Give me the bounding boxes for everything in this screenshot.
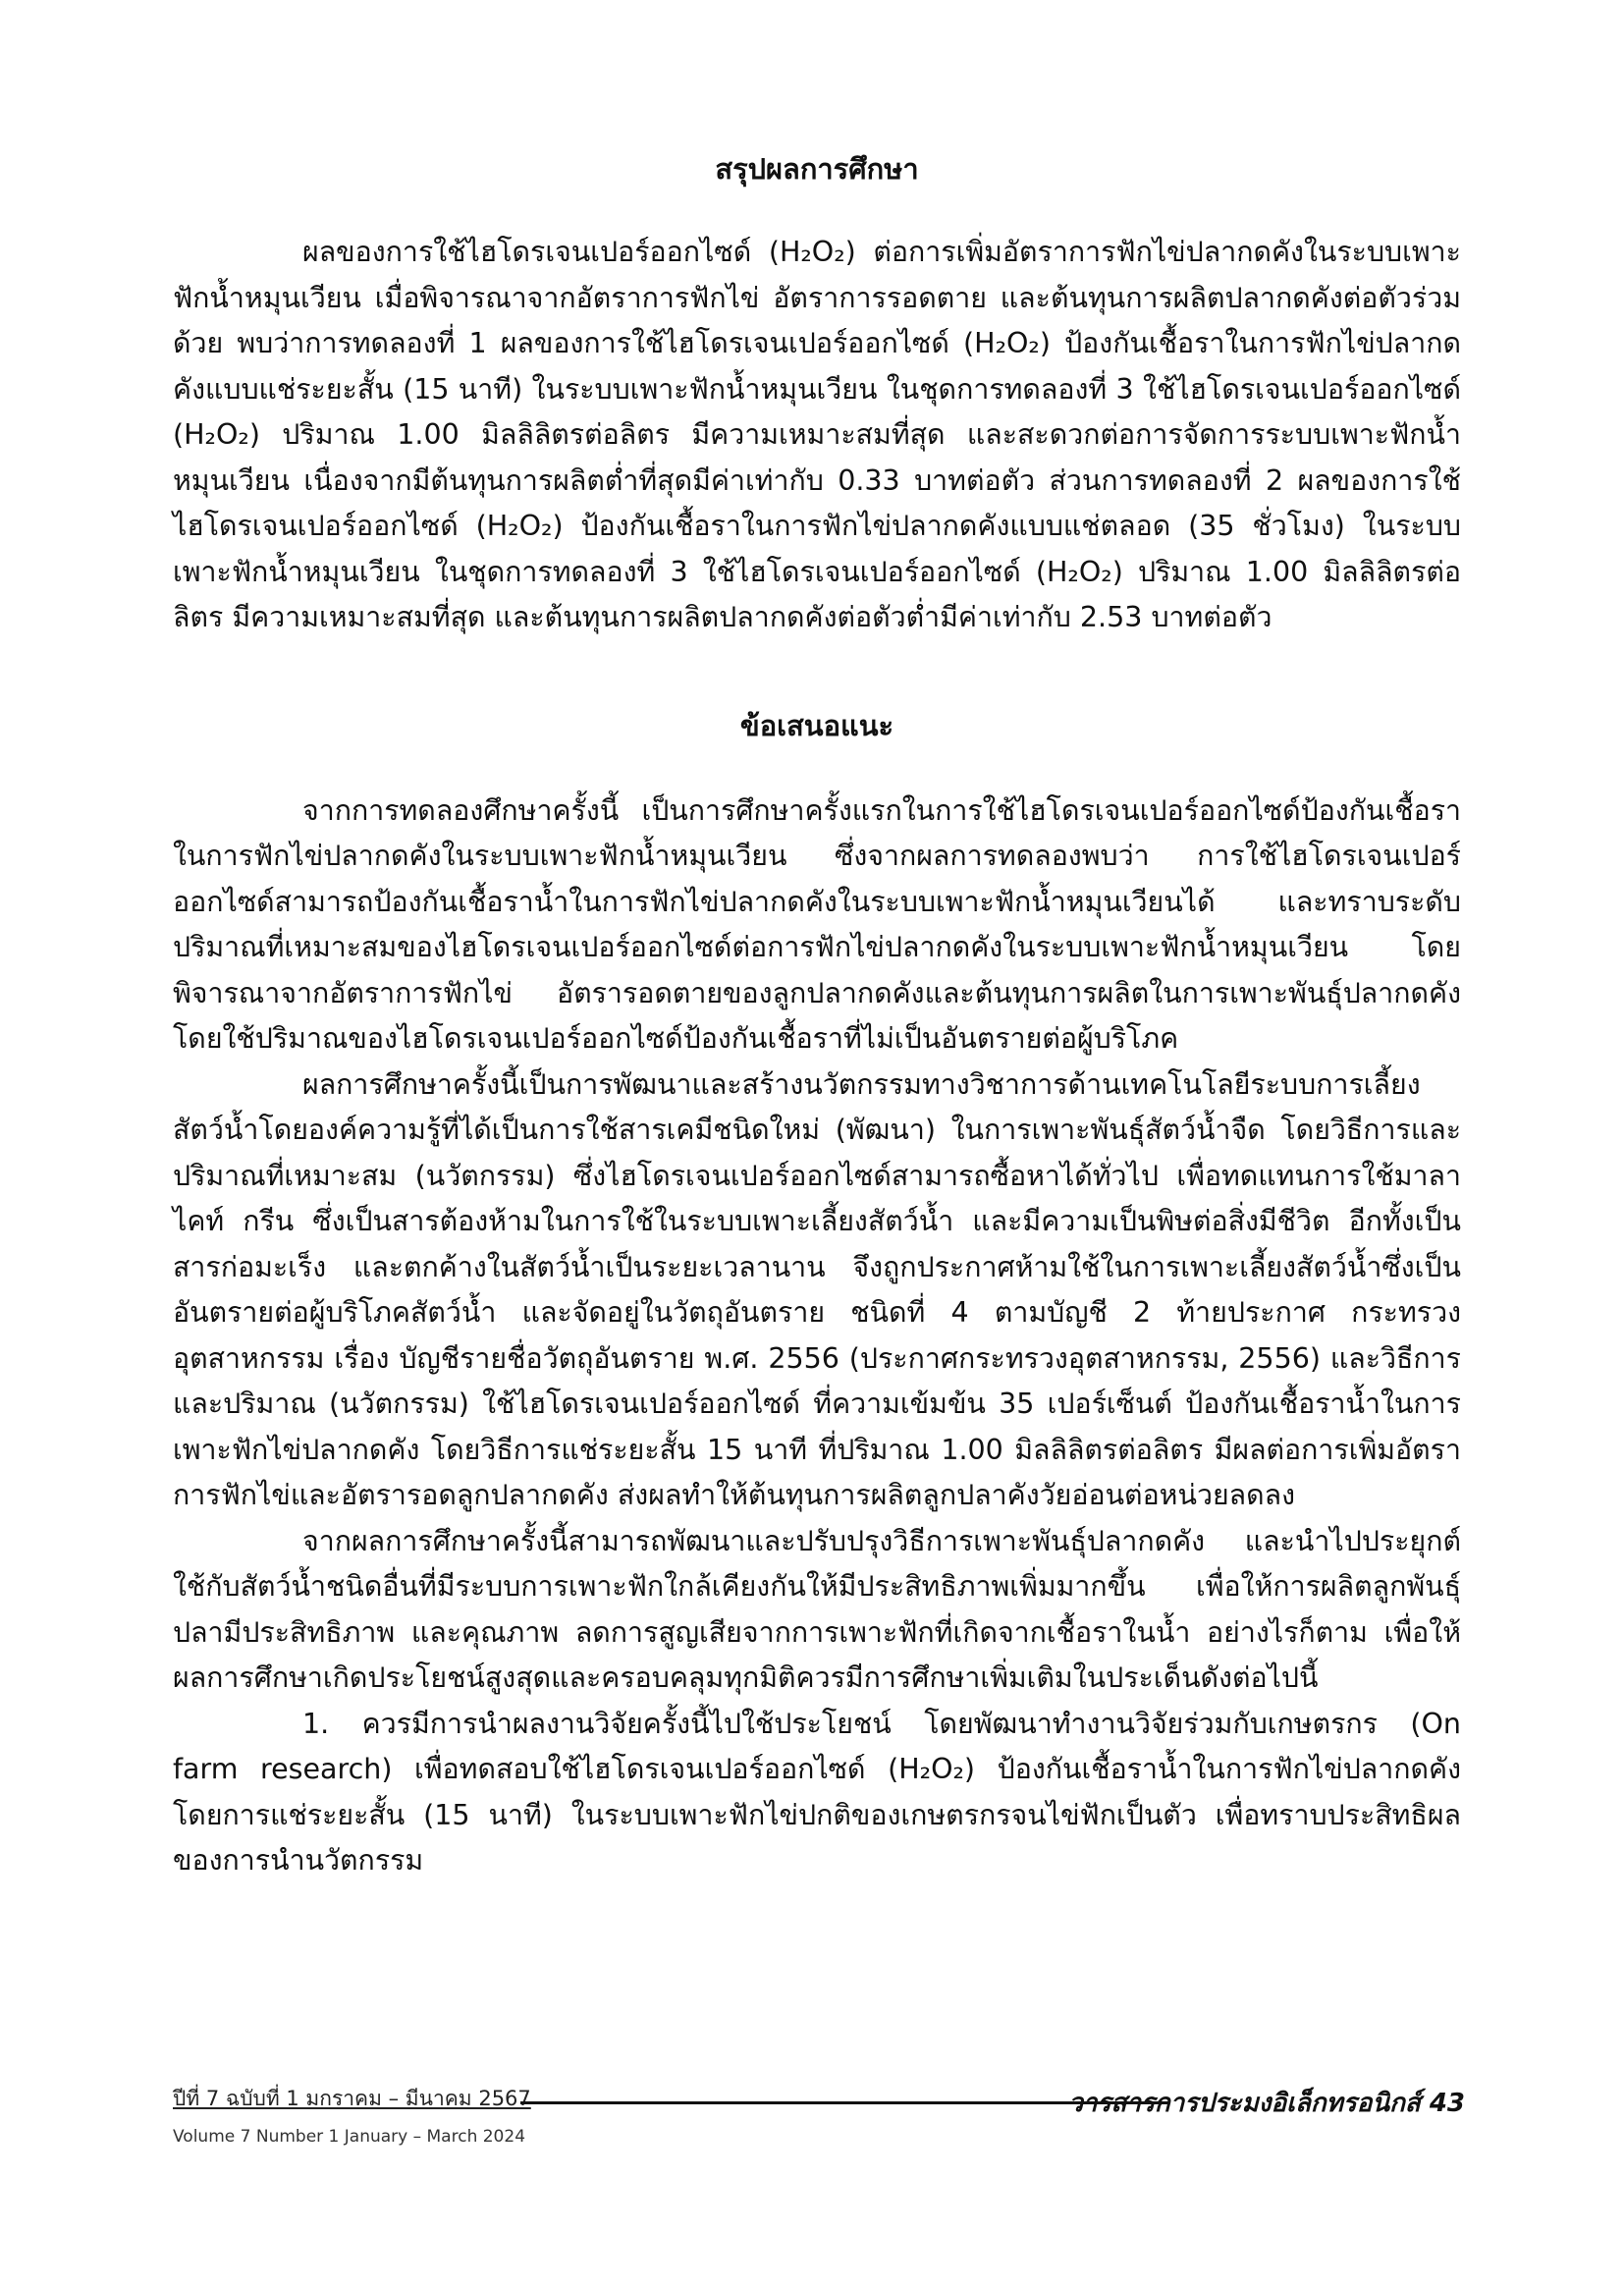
footer-issue-thai: ปีที่ 7 ฉบับที่ 1 มกราคม – มีนาคม 2567 — [173, 2087, 531, 2110]
recommendation-item-1: 1. ควรมีการนำผลงานวิจัยครั้งนี้ไปใช้ประโยชน์ โดยพัฒนาทำงานวิจัยร่วมกับเกษตรกร (On farm research) เพื่อทดสอบใช้ไฮโดรเจนเปอร์ออกไซด์ (H₂O₂) ป้องกันเชื้อราน้ำในการฟักไข่ปลากดคัง โดยการแช่ระยะสั้น (15 นาที) ในระบบเพาะฟักไข่ปกติของเกษตรกรจนไข่ฟักเป็นตัว เพื่อทราบประสิทธิผลของการนำนวัตกรรม — [173, 1707, 1461, 1877]
section-heading-recommendation: ข้อเสนอแนะ — [739, 708, 894, 742]
footer-issue-english: Volume 7 Number 1 January – March 2024 — [173, 2127, 526, 2147]
recommendation-paragraph-1: จากการทดลองศึกษาครั้งนี้ เป็นการศึกษาครั้งแรกในการใช้ไฮโดรเจนเปอร์ออกไซด์ป้องกันเชื้อราในการฟักไข่ปลากดคังในระบบเพาะฟักน้ำหมุนเวียน ซึ่งจากผลการทดลองพบว่า การใช้ไฮโดรเจนเปอร์ออกไซด์สามารถป้องกันเชื้อราน้ำในการฟักไข่ปลากดคังในระบบเพาะฟักน้ำหมุนเวียนได้ และทราบระดับปริมาณที่เหมาะสมของไฮโดรเจนเปอร์ออกไซด์ต่อการฟักไข่ปลากดคังในระบบเพาะฟักน้ำหมุนเวียน โดยพิจารณาจากอัตราการฟักไข่ อัตรารอดตายของลูกปลากดคังและต้นทุนการผลิตในการเพาะพันธุ์ปลากดคัง โดยใช้ปริมาณของไฮโดรเจนเปอร์ออกไซด์ป้องกันเชื้อราที่ไม่เป็นอันตรายต่อผู้บริโภค — [173, 793, 1461, 1055]
summary-paragraph: ผลของการใช้ไฮโดรเจนเปอร์ออกไซด์ (H₂O₂) ต่อการเพิ่มอัตราการฟักไข่ปลากดคังในระบบเพาะฟักน้ำหมุนเวียน เมื่อพิจารณาจากอัตราการฟักไข่ อัตราการรอดตาย และต้นทุนการผลิตปลากดคังต่อตัวร่วมด้วย พบว่าการทดลองที่ 1 ผลของการใช้ไฮโดรเจนเปอร์ออกไซด์ (H₂O₂) ป้องกันเชื้อราในการฟักไข่ปลากดคังแบบแช่ระยะสั้น (15 นาที) ในระบบเพาะฟักน้ำหมุนเวียน ในชุดการทดลองที่ 3 ใช้ไฮโดรเจนเปอร์ออกไซด์ (H₂O₂) ปริมาณ 1.00 มิลลิลิตรต่อลิตร มีความเหมาะสมที่สุด และสะดวกต่อการจัดการระบบเพาะฟักน้ำหมุนเวียน เนื่องจากมีต้นทุนการผลิตต่ำที่สุดมีค่าเท่ากับ 0.33 บาทต่อตัว ส่วนการทดลองที่ 2 ผลของการใช้ไฮโดรเจนเปอร์ออกไซด์ (H₂O₂) ป้องกันเชื้อราในการฟักไข่ปลากดคังแบบแช่ตลอด (35 ชั่วโมง) ในระบบเพาะฟักน้ำหมุนเวียน ในชุดการทดลองที่ 3 ใช้ไฮโดรเจนเปอร์ออกไซด์ (H₂O₂) ปริมาณ 1.00 มิลลิลิตรต่อลิตร มีความเหมาะสมที่สุด และต้นทุนการผลิตปลากดคังต่อตัวต่ำมีค่าเท่ากับ 2.53 บาทต่อตัว — [173, 236, 1461, 633]
footer-journal-page: วารสารการประมงอิเล็กทรอนิกส์ 43 — [1068, 2089, 1465, 2118]
section-heading-summary: สรุปผลการศึกษา — [715, 152, 919, 186]
page-footer — [173, 2083, 1465, 2161]
recommendation-paragraph-2: ผลการศึกษาครั้งนี้เป็นการพัฒนาและสร้างนวัตกรรมทางวิชาการด้านเทคโนโลยีระบบการเลี้ยงสัตว์น้ำโดยองค์ความรู้ที่ได้เป็นการใช้สารเคมีชนิดใหม่ (พัฒนา) ในการเพาะพันธุ์สัตว์น้ำจืด โดยวิธีการและปริมาณที่เหมาะสม (นวัตกรรม) ซึ่งไฮโดรเจนเปอร์ออกไซด์สามารถซื้อหาได้ทั่วไป เพื่อทดแทนการใช้มาลาไคท์ กรีน ซึ่งเป็นสารต้องห้ามในการใช้ในระบบเพาะเลี้ยงสัตว์น้ำ และมีความเป็นพิษต่อสิ่งมีชีวิต อีกทั้งเป็นสารก่อมะเร็ง และตกค้างในสัตว์น้ำเป็นระยะเวลานาน จึงถูกประกาศห้ามใช้ในการเพาะเลี้ยงสัตว์น้ำซึ่งเป็นอันตรายต่อผู้บริโภคสัตว์น้ำ และจัดอยู่ในวัตถุอันตราย ชนิดที่ 4 ตามบัญชี 2 ท้ายประกาศ กระทรวงอุตสาหกรรม เรื่อง บัญชีรายชื่อวัตถุอันตราย พ.ศ. 2556 (ประกาศกระทรวงอุตสาหกรรม, 2556) และวิธีการและปริมาณ (นวัตกรรม) ใช้ไฮโดรเจนเปอร์ออกไซด์ ที่ความเข้มข้น 35 เปอร์เซ็นต์ ป้องกันเชื้อราน้ำในการเพาะฟักไข่ปลากดคัง โดยวิธีการแช่ระยะสั้น 15 นาที ที่ปริมาณ 1.00 มิลลิลิตรต่อลิตร มีผลต่อการเพิ่มอัตราการฟักไข่และอัตรารอดลูกปลากดคัง ส่งผลทำให้ต้นทุนการผลิตลูกปลาคังวัยอ่อนต่อหน่วยลดลง — [173, 1067, 1461, 1511]
recommendation-paragraph-3: จากผลการศึกษาครั้งนี้สามารถพัฒนาและปรับปรุงวิธีการเพาะพันธุ์ปลากดคัง และนำไปประยุกต์ใช้กับสัตว์น้ำชนิดอื่นที่มีระบบการเพาะฟักใกล้เคียงกันให้มีประสิทธิภาพเพิ่มมากขึ้น เพื่อให้การผลิตลูกพันธุ์ปลามีประสิทธิภาพ และคุณภาพ ลดการสูญเสียจากการเพาะฟักที่เกิดจากเชื้อราในน้ำ อย่างไรก็ตาม เพื่อให้ผลการศึกษาเกิดประโยชน์สูงสุดและครอบคลุมทุกมิติควรมีการศึกษาเพิ่มเติมในประเด็นดังต่อไปนี้ — [173, 1524, 1461, 1694]
footer-issue — [173, 2083, 531, 2147]
page-content — [173, 145, 1461, 1884]
